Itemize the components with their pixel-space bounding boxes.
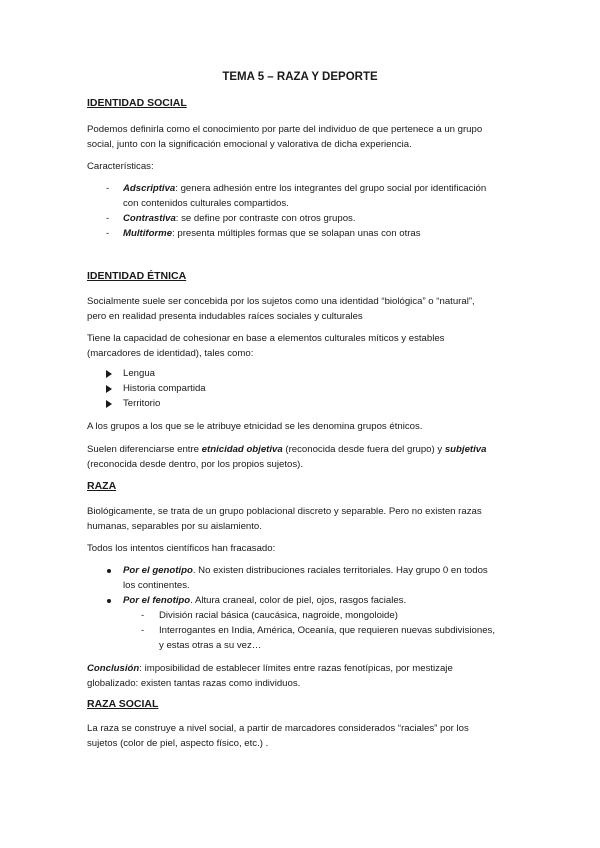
list-item: Historia compartida [123, 383, 206, 394]
caracteristicas-label: Características: [87, 161, 154, 172]
document-title: TEMA 5 – RAZA Y DEPORTE [222, 71, 378, 83]
arrow-bullet-icon [106, 385, 112, 393]
term: Por el genotipo [123, 565, 193, 576]
item-text: . No existen distribuciones raciales territoriales. Hay grupo 0 en todos [192, 565, 488, 576]
arrow-bullet-icon [106, 370, 112, 378]
text-line: sujetos (color de piel, aspecto físico, etc.) . [87, 738, 269, 749]
text-line: Podemos definirla como el conocimiento por parte del individuo de que pertenece a un grupo [87, 124, 483, 135]
text-line: y estas otras a su vez… [159, 640, 262, 651]
term: subjetiva [444, 444, 487, 455]
heading-identidad-etnica: IDENTIDAD ÉTNICA [87, 270, 187, 282]
text-run: Suelen diferenciarse entre [87, 444, 202, 455]
list-item [123, 181, 523, 211]
item-text-cont: con contenidos culturales compartidos. [123, 198, 289, 209]
heading-raza: RAZA [87, 480, 117, 492]
text-run: : imposibilidad de establecer límites entre razas fenotípicas, por mestizaje [139, 663, 453, 674]
dash-marker: - [141, 610, 145, 621]
list-item: Lengua [123, 368, 156, 379]
paragraph-identidad-social [87, 122, 517, 152]
text-line: (reconocida desde dentro, por los propios sujetos). [87, 459, 303, 470]
item-text-cont: los continentes. [123, 580, 190, 591]
paragraph-etnicidad [87, 442, 517, 472]
text-line: (marcadores de identidad), tales como: [87, 348, 254, 359]
text-line: humanas, separables por su aislamiento. [87, 521, 262, 532]
dash-marker: - [106, 213, 110, 224]
term: etnicidad objetiva [201, 444, 283, 455]
heading-raza-social: RAZA SOCIAL [87, 698, 159, 710]
sub-list-item [159, 623, 529, 653]
bullet-dot-icon [107, 569, 111, 573]
item-text: : genera adhesión entre los integrantes del grupo social por identificación [175, 183, 487, 194]
text-line: Biológicamente, se trata de un grupo poblacional discreto y separable. Pero no existen razas [87, 506, 482, 517]
paragraph-raza-2: Todos los intentos científicos han fracasado: [87, 543, 276, 554]
text-line: globalizado: existen tantas razas como individuos. [87, 678, 301, 689]
text-line: La raza se construye a nivel social, a partir de marcadores considerados “raciales” por los [87, 723, 469, 734]
text-line: pero en realidad presenta indudables raíces sociales y culturales [87, 311, 363, 322]
paragraph-conclusion [87, 661, 517, 691]
list-item [123, 211, 356, 226]
term: Contrastiva [123, 213, 176, 224]
paragraph-raza-social [87, 721, 517, 751]
dash-marker: - [141, 625, 145, 636]
dash-marker: - [106, 183, 110, 194]
heading-identidad-social: IDENTIDAD SOCIAL [87, 97, 187, 109]
text-line: social, junto con la significación emocional y valorativa de dicha experiencia. [87, 139, 412, 150]
text-line: Tiene la capacidad de cohesionar en base a elementos culturales míticos y estables [87, 333, 445, 344]
paragraph-grupos-etnicos: A los grupos a los que se le atribuye etnicidad se les denomina grupos étnicos. [87, 421, 423, 432]
dash-marker: - [106, 228, 110, 239]
text-line: Interrogantes en India, América, Oceanía, que requieren nuevas subdivisiones, [159, 625, 495, 636]
paragraph-etnica-1 [87, 294, 517, 324]
list-item [123, 563, 523, 593]
text-run: (reconocida desde fuera del grupo) y [282, 444, 445, 455]
list-item [123, 593, 406, 608]
paragraph-raza-1 [87, 504, 517, 534]
list-item [123, 226, 421, 241]
term: Por el fenotipo [123, 595, 191, 606]
list-item: Territorio [123, 398, 161, 409]
text-line: Socialmente suele ser concebida por los sujetos como una identidad “biológica” o “natural”, [87, 296, 475, 307]
paragraph-etnica-2 [87, 331, 517, 361]
arrow-bullet-icon [106, 400, 112, 408]
item-text: . Altura craneal, color de piel, ojos, rasgos faciales. [190, 595, 407, 606]
term: Adscriptiva [123, 183, 176, 194]
bullet-dot-icon [107, 599, 111, 603]
item-text: : presenta múltiples formas que se solapan unas con otras [172, 228, 421, 239]
term: Conclusión [87, 663, 140, 674]
term: Multiforme [123, 228, 173, 239]
sub-list-item: División racial básica (caucásica, nagroide, mongoloide) [159, 610, 398, 621]
item-text: : se define por contraste con otros grupos. [175, 213, 356, 224]
